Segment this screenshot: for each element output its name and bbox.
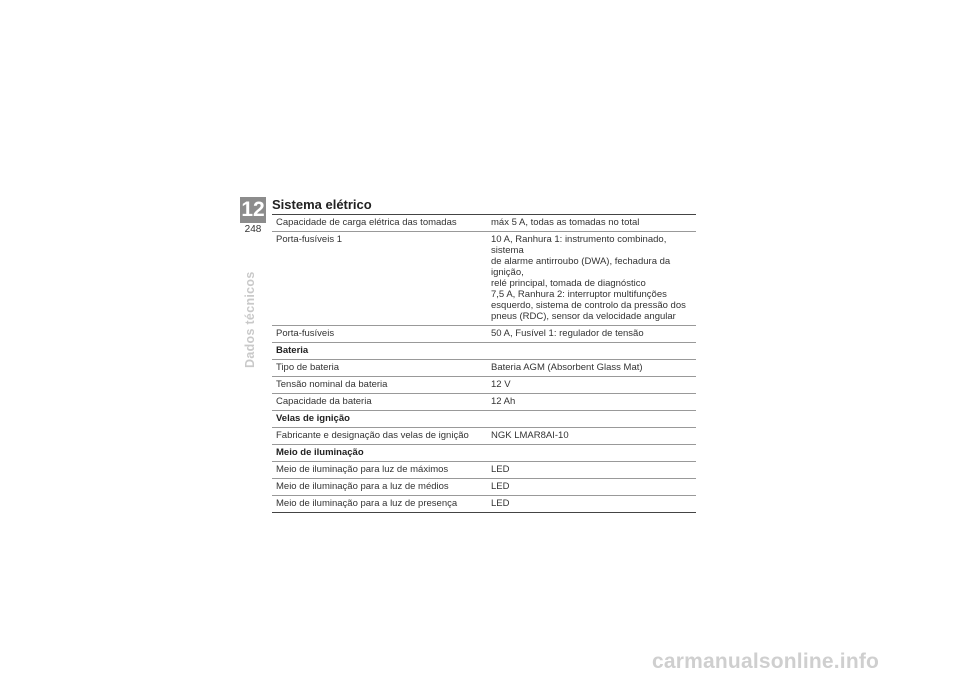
spec-label: Capacidade de carga elétrica das tomadas bbox=[272, 215, 487, 232]
spec-value bbox=[487, 232, 696, 326]
watermark: carmanualsonline.info bbox=[652, 650, 880, 673]
spec-label: Meio de iluminação para luz de máximos bbox=[272, 462, 487, 479]
table-row bbox=[272, 394, 696, 411]
spec-value-line: LED bbox=[491, 481, 510, 492]
table-row bbox=[272, 428, 696, 445]
spec-label: Porta-fusíveis bbox=[272, 326, 487, 343]
table-row bbox=[272, 479, 696, 496]
chapter-number: 12 bbox=[241, 198, 265, 221]
table-row bbox=[272, 215, 696, 232]
spec-value-line: 12 Ah bbox=[491, 396, 516, 407]
spec-label: Meio de iluminação para a luz de médios bbox=[272, 479, 487, 496]
chapter-side-title: Dados técnicos bbox=[243, 271, 257, 368]
spec-label: Porta-fusíveis 1 bbox=[272, 232, 487, 326]
table-section-header bbox=[272, 445, 696, 462]
table-row bbox=[272, 462, 696, 479]
spec-value bbox=[487, 394, 696, 411]
spec-value bbox=[487, 462, 696, 479]
table-row bbox=[272, 232, 696, 326]
section-header-label: Meio de iluminação bbox=[272, 445, 696, 462]
spec-value-line: NGK LMAR8AI-10 bbox=[491, 430, 569, 441]
spec-value-line: LED bbox=[491, 498, 510, 509]
spec-value bbox=[487, 377, 696, 394]
spec-value-line: LED bbox=[491, 464, 510, 475]
spec-value bbox=[487, 428, 696, 445]
spec-value-line: 10 A, Ranhura 1: instrumento combinado, sistema bbox=[491, 234, 667, 256]
spec-value-line: pneus (RDC), sensor da velocidade angular bbox=[491, 311, 676, 322]
spec-label: Capacidade da bateria bbox=[272, 394, 487, 411]
table-row bbox=[272, 377, 696, 394]
table-row bbox=[272, 326, 696, 343]
table-section-header bbox=[272, 411, 696, 428]
spec-value-line: de alarme antirroubo (DWA), fechadura da ignição, bbox=[491, 256, 671, 278]
spec-label: Fabricante e designação das velas de ignição bbox=[272, 428, 487, 445]
section-header-label: Velas de ignição bbox=[272, 411, 696, 428]
table-row bbox=[272, 496, 696, 513]
spec-label: Meio de iluminação para a luz de presença bbox=[272, 496, 487, 513]
table-row bbox=[272, 360, 696, 377]
spec-value-line: relé principal, tomada de diagnóstico bbox=[491, 278, 646, 289]
spec-value-line: 12 V bbox=[491, 379, 511, 390]
spec-value-line: máx 5 A, todas as tomadas no total bbox=[491, 217, 640, 228]
spec-label: Tipo de bateria bbox=[272, 360, 487, 377]
table-section-header bbox=[272, 343, 696, 360]
spec-value bbox=[487, 496, 696, 513]
spec-value-line: esquerdo, sistema de controlo da pressão dos bbox=[491, 300, 686, 311]
spec-value bbox=[487, 479, 696, 496]
spec-table-body bbox=[272, 215, 696, 513]
spec-value-line: 50 A, Fusível 1: regulador de tensão bbox=[491, 328, 644, 339]
spec-value bbox=[487, 360, 696, 377]
spec-value bbox=[487, 215, 696, 232]
spec-label: Tensão nominal da bateria bbox=[272, 377, 487, 394]
chapter-tab bbox=[240, 197, 266, 239]
spec-table bbox=[272, 214, 696, 513]
spec-value-line: 7,5 A, Ranhura 2: interruptor multifunções bbox=[491, 289, 667, 300]
spec-value bbox=[487, 326, 696, 343]
spec-value-line: Bateria AGM (Absorbent Glass Mat) bbox=[491, 362, 643, 373]
section-title: Sistema elétrico bbox=[272, 197, 372, 212]
section-header-label: Bateria bbox=[272, 343, 696, 360]
page-number: 248 bbox=[244, 224, 262, 235]
